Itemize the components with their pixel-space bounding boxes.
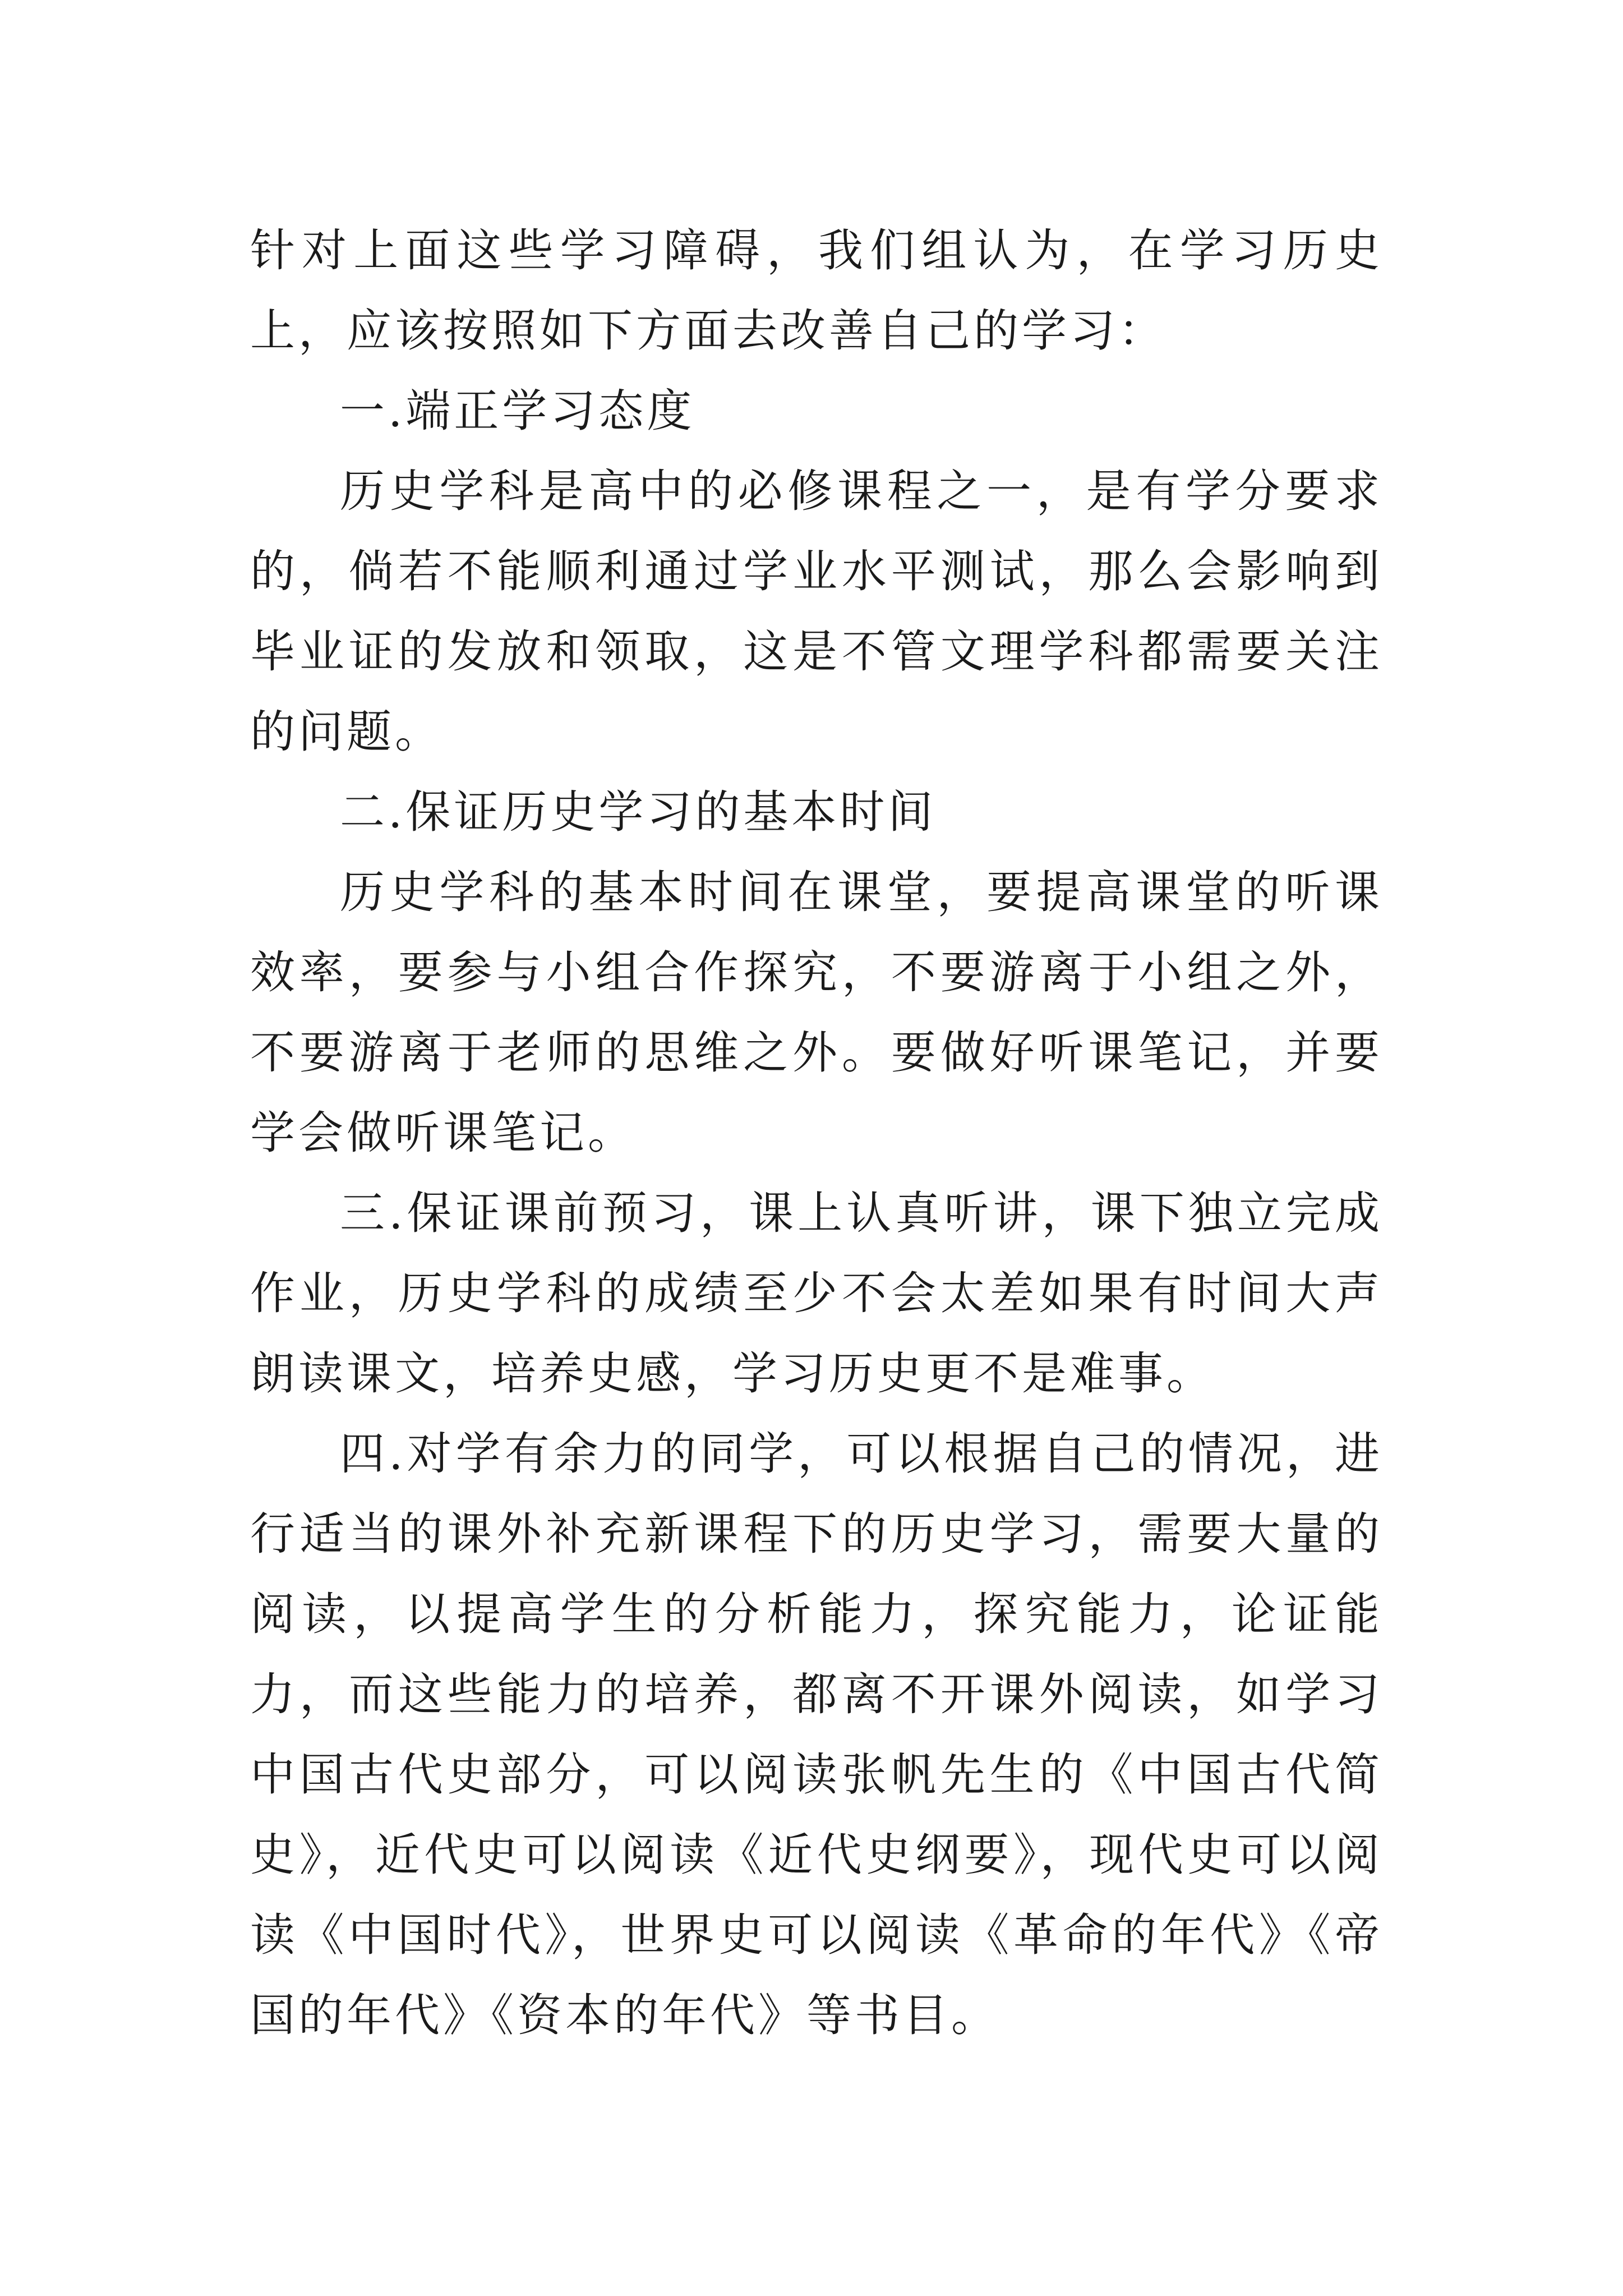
paragraph-intro: 针对上面这些学习障碍，我们组认为，在学习历史上，应该按照如下方面去改善自己的学习： <box>250 224 1383 357</box>
paragraph-study-time: 历史学科的基本时间在课堂，要提高课堂的听课效率，要参与小组合作探究，不要游离于小组之外，不要游离于老师的思维之外。要做好听课笔记，并要学会做听课笔记。 <box>250 866 1383 1159</box>
paragraph-attitude: 历史学科是高中的必修课程之一，是有学分要求的，倘若不能顺利通过学业水平测试，那么会影响到毕业证的发放和领取，这是不管文理学科都需要关注的问题。 <box>250 465 1383 758</box>
document-body <box>250 210 1383 2055</box>
heading-study-time: 二.保证历史学习的基本时间 <box>340 786 937 838</box>
paragraph-preview: 三.保证课前预习，课上认真听讲，课下独立完成作业，历史学科的成绩至少不会太差如果有时间大声朗读课文，培养史感，学习历史更不是难事。 <box>250 1187 1383 1400</box>
paragraph-extra-reading: 四.对学有余力的同学，可以根据自己的情况，进行适当的课外补充新课程下的历史学习，需要大量的阅读，以提高学生的分析能力，探究能力，论证能力，而这些能力的培养，都离不开课外阅读，如学习中国古代史部分，可以阅读张帆先生的《中国古代简史》，近代史可以阅读《近代史纲要》，现代史可以阅读《中国时代》，世界史可以阅读《革命的年代》《帝国的年代》《资本的年代》等书目。 <box>250 1428 1383 2041</box>
heading-attitude: 一.端正学习态度 <box>340 385 695 437</box>
